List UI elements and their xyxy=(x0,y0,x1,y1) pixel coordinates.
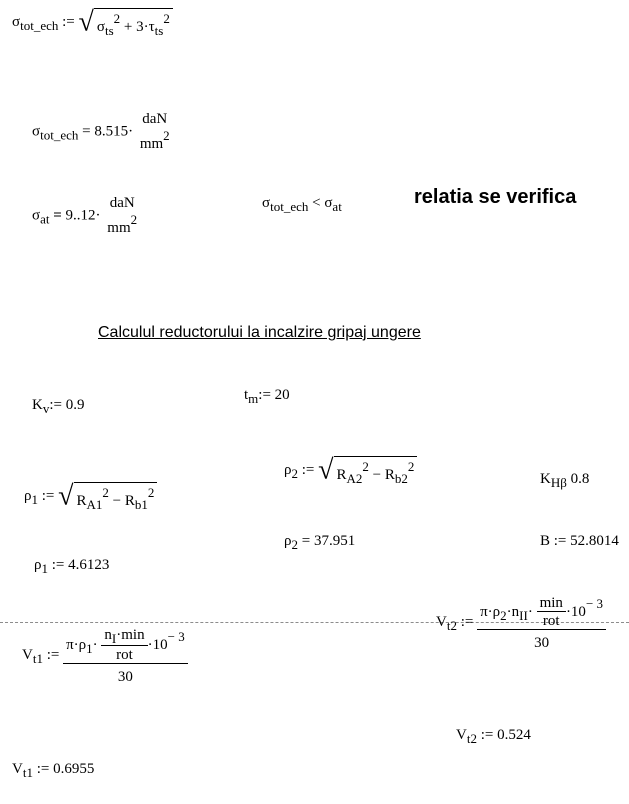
sqrt-expression: √ $\sigma_{ts}^2 + 3\cdot\tau_{ts}^2$ xyxy=(79,8,173,37)
kv-definition: $K_v:= 0.9$ xyxy=(32,397,85,416)
sigma-at-definition: $\sigma_{at} = 9..12\cdot$ daN $mm^2$ xyxy=(32,196,140,236)
verdict-text: relatia se verifica xyxy=(414,186,577,208)
vt2-definition: $V_{t2}$ := $\pi\cdot\rho_2\cdot n_{II}\cdot$ $\frac{\min}{\text{rot}}$ $\cdot 10^{- 3}$ 30 xyxy=(436,596,606,651)
tm-definition: $t_m:= 20$ xyxy=(244,387,290,406)
unit-fraction: daN $mm^2$ xyxy=(139,111,170,152)
sigma-tot-ech-value: $\sigma_{tot\_ech} = 8.515\cdot$ daN $mm^2$ xyxy=(32,112,173,152)
vt2-value: $V_{t2}$ := 0.524 xyxy=(456,727,531,746)
b-definition: B := 52.8014 xyxy=(540,533,619,549)
sigma-tot-ech-definition xyxy=(12,8,173,37)
rho2-value: $\rho_2 = 37.951$ xyxy=(284,533,356,552)
section-title: Calculul reductorului la incalzire gripaj ungere xyxy=(98,324,421,341)
rho2-definition: $\rho_2$ := √ $R_{A2}^2 - R_{b2}^2$ xyxy=(284,456,417,485)
comparison-expression: $\sigma_{tot\_ech} < \sigma_{at}$ xyxy=(262,195,342,214)
symbol-sigma: σ xyxy=(12,13,21,30)
khbeta-definition: $K_{H\beta}$ 0.8 xyxy=(540,471,590,490)
vt1-value: $V_{t1}$ := 0.6955 xyxy=(12,761,95,780)
rho1-value: $\rho_1$ := 4.6123 xyxy=(34,557,110,576)
assign-operator: := xyxy=(62,13,75,30)
subscript: tot_ech xyxy=(20,17,59,33)
vt1-fraction: $\pi\cdot\rho_1\cdot$ $\frac{n_I\cdot\min}{\text{rot}}$ $\cdot 10^{- 3}$ 30 xyxy=(63,628,188,685)
vt1-definition: $V_{t1}$ := $\pi\cdot\rho_1\cdot$ $\frac{n_I\cdot\min}{\text{rot}}$ $\cdot 10^{- 3}$ 30 xyxy=(22,628,188,685)
rho1-definition: $\rho_1$ := √ $R_{A1}^2 - R_{b1}^2$ xyxy=(24,482,157,511)
vt2-fraction: $\pi\cdot\rho_2\cdot n_{II}\cdot$ $\frac{\min}{\text{rot}}$ $\cdot 10^{- 3}$ 30 xyxy=(477,596,606,651)
unit-fraction: daN $mm^2$ xyxy=(107,195,138,236)
